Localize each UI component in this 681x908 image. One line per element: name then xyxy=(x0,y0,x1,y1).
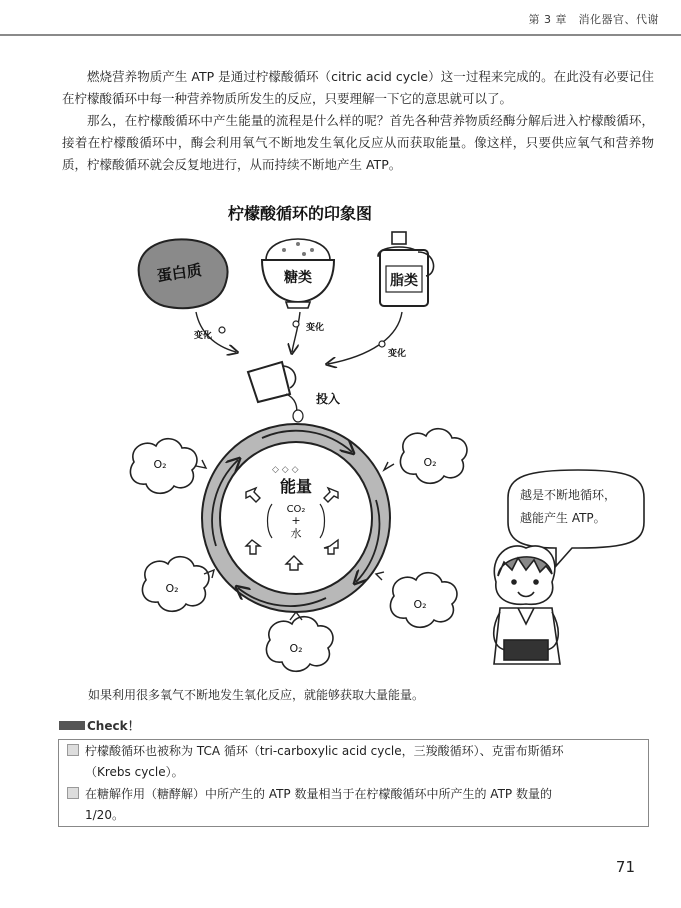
check-item-1-line-1: 柠檬酸循环也被称为 TCA 循环（tri-carboxylic acid cycle，三羧酸循环）、克雷布斯循环 xyxy=(85,744,564,758)
protein-icon xyxy=(139,239,228,308)
speech-line-1: 越是不断地循环， xyxy=(520,488,617,502)
oxygen-cloud-2 xyxy=(384,429,467,484)
check-item-1 xyxy=(67,741,637,783)
change-arrows xyxy=(194,312,406,364)
input-label: 投入 xyxy=(316,392,341,406)
plus-label: + xyxy=(291,514,301,527)
svg-text:◇ ◇ ◇: ◇ ◇ ◇ xyxy=(272,465,299,475)
check-item-1-line-2: （Krebs cycle）。 xyxy=(85,765,184,779)
o2-label-4: O₂ xyxy=(413,598,427,611)
o2-label-1: O₂ xyxy=(153,458,167,471)
doctor-character-icon xyxy=(494,546,560,664)
change-label-1: 变化 xyxy=(194,331,213,341)
paragraph-1: 燃烧营养物质产生 ATP 是通过柠檬酸循环（citric acid cycle）这一过程来完成的。在此没有必要记住在柠檬酸循环中每一种营养物质所发生的反应，只要理解一下它的意思就可以了。 xyxy=(62,69,654,106)
oxygen-cloud-3 xyxy=(142,557,214,612)
paragraph-2: 那么，在柠檬酸循环中产生能量的流程是什么样的呢？首先各种营养物质经酶分解后进入柠檬酸循环，接着在柠檬酸循环中，酶会利用氧气不断地发生氧化反应从而获取能量。像这样，只要供应氧气和营养物质，柠檬酸循环就会反复地进行，从而持续不断地产生 ATP。 xyxy=(62,113,654,172)
fat-label: 脂类 xyxy=(390,273,418,289)
protein-label: 蛋白质 xyxy=(155,261,203,286)
check-label: Check！ xyxy=(87,719,140,733)
chapter-label: 第 3 章 消化器官、代谢 xyxy=(528,13,659,26)
sugar-label: 糖类 xyxy=(284,270,312,286)
page-number: 71 xyxy=(615,858,635,876)
co2-label: CO₂ xyxy=(286,504,306,515)
checkbox-square-icon xyxy=(67,787,79,799)
check-box xyxy=(58,739,649,827)
figure-caption: 如果利用很多氧气不断地发生氧化反应，就能够获取大量能量。 xyxy=(88,688,425,702)
change-label-3: 变化 xyxy=(388,349,407,359)
oil-bottle-icon xyxy=(378,232,434,306)
water-label: 水 xyxy=(290,527,302,540)
oxygen-cloud-1 xyxy=(130,439,206,494)
check-bar xyxy=(59,721,85,730)
energy-label: 能量 xyxy=(279,477,313,496)
change-label-2: 变化 xyxy=(306,323,325,333)
o2-label-5: O₂ xyxy=(289,642,303,655)
figure-title: 柠檬酸循环的印象图 xyxy=(227,204,372,223)
pouring-cup-icon xyxy=(248,362,340,422)
o2-label-3: O₂ xyxy=(165,582,179,595)
rice-bowl-icon xyxy=(262,239,334,308)
oxygen-cloud-5 xyxy=(266,612,333,671)
check-item-2-line-1: 在糖解作用（糖酵解）中所产生的 ATP 数量相当于在柠檬酸循环中所产生的 ATP 数量的 xyxy=(85,787,552,801)
oxygen-cloud-4 xyxy=(376,572,457,627)
o2-label-2: O₂ xyxy=(423,456,437,469)
checkbox-square-icon xyxy=(67,744,79,756)
check-item-2 xyxy=(67,784,637,826)
check-item-2-line-2: 1/20。 xyxy=(85,808,124,822)
speech-line-2: 越能产生 ATP。 xyxy=(520,511,606,525)
